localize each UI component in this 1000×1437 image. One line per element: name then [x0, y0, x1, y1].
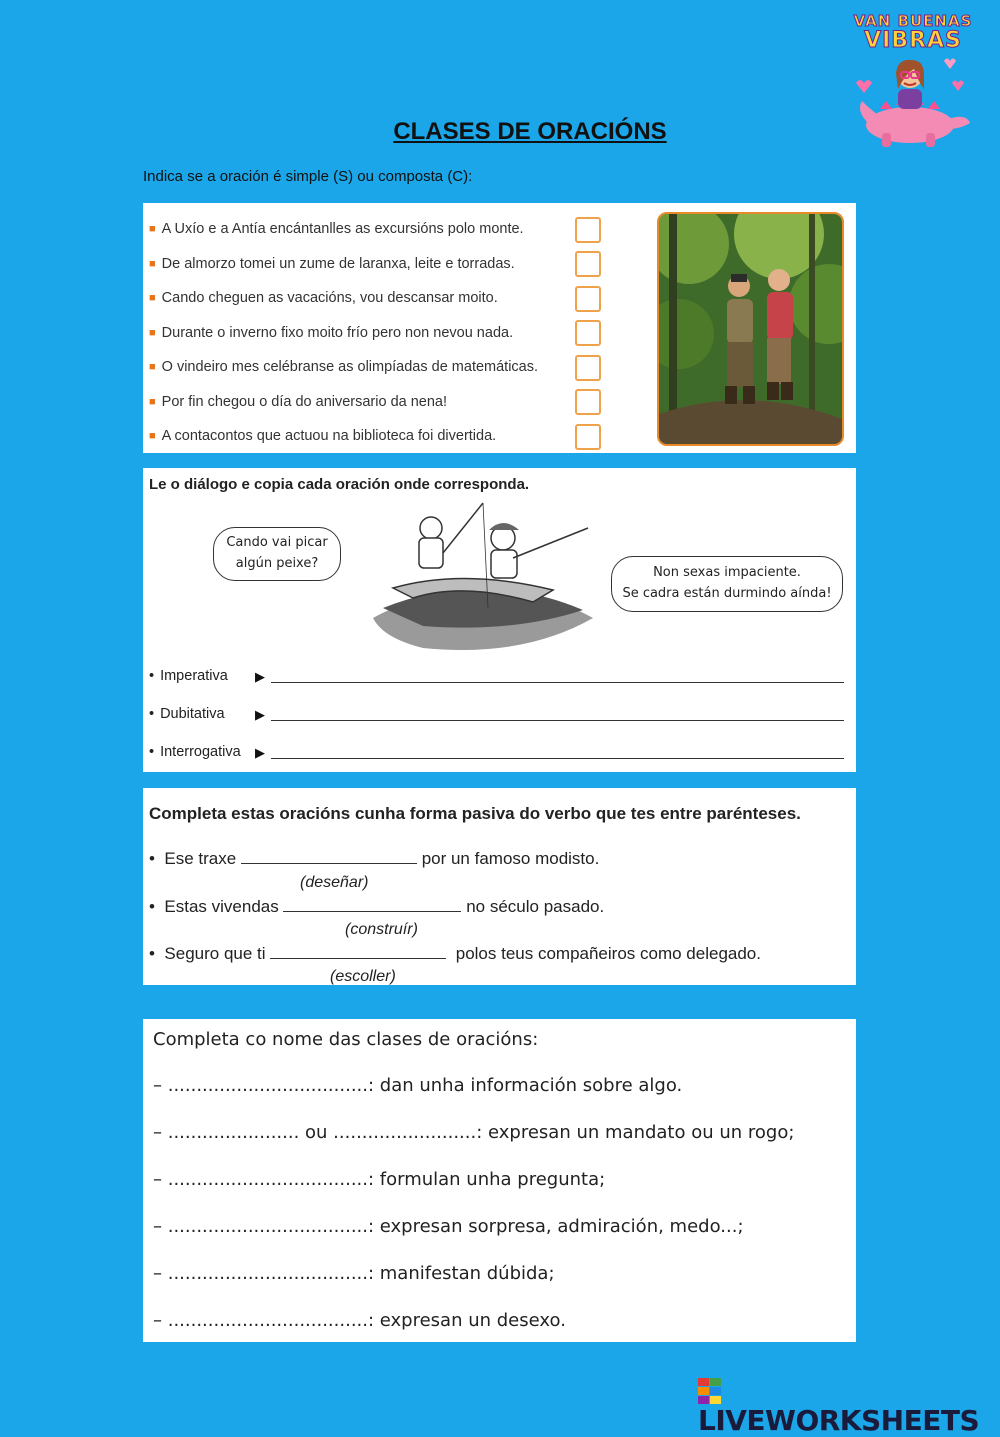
simple-compound-exercise — [143, 203, 856, 453]
bullet-icon: • — [149, 668, 155, 684]
definition-row[interactable]: – ...................................: expresan un desexo. — [153, 1310, 566, 1331]
answer-box[interactable] — [575, 251, 601, 277]
bullet-icon: • — [149, 944, 155, 963]
bullet-icon: ■ — [149, 292, 156, 304]
answer-box[interactable] — [575, 389, 601, 415]
passive-row: • Estas vivendas no século pasado. — [149, 897, 605, 916]
sentence-types-exercise — [143, 1019, 856, 1342]
children-hiking-photo — [657, 212, 844, 446]
bullet-icon: • — [149, 897, 155, 916]
sentence-row: ■ A Uxío e a Antía encántanlles as excursións polo monte. — [149, 221, 524, 237]
bullet-icon: ■ — [149, 430, 156, 442]
dialogue-exercise — [143, 468, 856, 772]
speech-bubble-left: Cando vai picar algún peixe? — [213, 527, 341, 581]
answer-box[interactable] — [575, 424, 601, 450]
page-title: CLASES DE ORACIÓNS — [393, 118, 667, 145]
definition-row[interactable]: – ....................... ou .........................: expresan un mandato ou un rogo; — [153, 1122, 795, 1143]
section1-instruction: Indica se a oración é simple (S) ou composta (C): — [143, 168, 473, 185]
arrow-right-icon: ▶ — [255, 669, 265, 684]
badge-line1: VAN BUENAS — [853, 12, 973, 30]
liveworksheets-text: LIVEWORKSHEETS — [698, 1404, 980, 1437]
fishing-boat-illustration — [363, 498, 603, 663]
verb-hint: (deseñar) — [300, 874, 369, 891]
sentence-row: ■ Cando cheguen as vacacións, vou descansar moito. — [149, 290, 498, 306]
definition-row[interactable]: – ...................................: manifestan dúbida; — [153, 1263, 555, 1284]
bullet-icon: • — [149, 706, 155, 722]
bullet-icon: • — [149, 744, 155, 760]
arrow-right-icon: ▶ — [255, 745, 265, 760]
answer-line[interactable] — [271, 758, 844, 759]
answer-line[interactable] — [271, 720, 844, 721]
definition-row[interactable]: – ...................................: dan unha información sobre algo. — [153, 1075, 683, 1096]
verb-hint: (construír) — [345, 921, 418, 938]
section2-instruction: Le o diálogo e copia cada oración onde corresponda. — [149, 476, 530, 493]
arrow-right-icon: ▶ — [255, 707, 265, 722]
speech-bubble-right: Non sexas impaciente. Se cadra están durmindo aínda! — [611, 556, 843, 612]
answer-blank[interactable] — [241, 851, 417, 864]
answer-box[interactable] — [575, 286, 601, 312]
answer-row-label: • Dubitativa — [149, 706, 225, 722]
sentence-row: ■ Por fin chegou o día do aniversario da nena! — [149, 394, 448, 410]
liveworksheets-icon — [698, 1378, 722, 1404]
bullet-icon: ■ — [149, 327, 156, 339]
answer-blank[interactable] — [270, 946, 446, 959]
answer-box[interactable] — [575, 320, 601, 346]
bullet-icon: ■ — [149, 361, 156, 373]
definition-row[interactable]: – ...................................: formulan unha pregunta; — [153, 1169, 606, 1190]
passive-row: • Ese traxe por un famoso modisto. — [149, 849, 600, 868]
section4-instruction: Completa co nome das clases de oracións: — [153, 1029, 539, 1050]
answer-box[interactable] — [575, 217, 601, 243]
section3-instruction: Completa estas oracións cunha forma pasiva do verbo que tes entre parénteses. — [149, 804, 801, 823]
bullet-icon: ■ — [149, 258, 156, 270]
liveworksheets-logo[interactable] — [698, 1378, 1000, 1437]
sentence-row: ■ O vindeiro mes celébranse as olimpíadas de matemáticas. — [149, 359, 539, 375]
answer-row-label: • Imperativa — [149, 668, 228, 684]
definition-row[interactable]: – ...................................: expresan sorpresa, admiración, medo...; — [153, 1216, 744, 1237]
passive-voice-exercise — [143, 788, 856, 985]
bullet-icon: • — [149, 849, 155, 868]
answer-row-label: • Interrogativa — [149, 744, 241, 760]
answer-box[interactable] — [575, 355, 601, 381]
bullet-icon: ■ — [149, 223, 156, 235]
answer-blank[interactable] — [283, 899, 461, 912]
sentence-row: ■ De almorzo tomei un zume de laranxa, leite e torradas. — [149, 256, 515, 272]
sentence-row: ■ Durante o inverno fixo moito frío pero non nevou nada. — [149, 325, 514, 341]
bullet-icon: ■ — [149, 396, 156, 408]
sentence-row: ■ A contacontos que actuou na biblioteca foi divertida. — [149, 428, 497, 444]
verb-hint: (escoller) — [330, 968, 396, 985]
badge-line2: VIBRAS — [864, 28, 962, 53]
answer-line[interactable] — [271, 682, 844, 683]
passive-row: • Seguro que ti polos teus compañeiros como delegado. — [149, 944, 761, 963]
